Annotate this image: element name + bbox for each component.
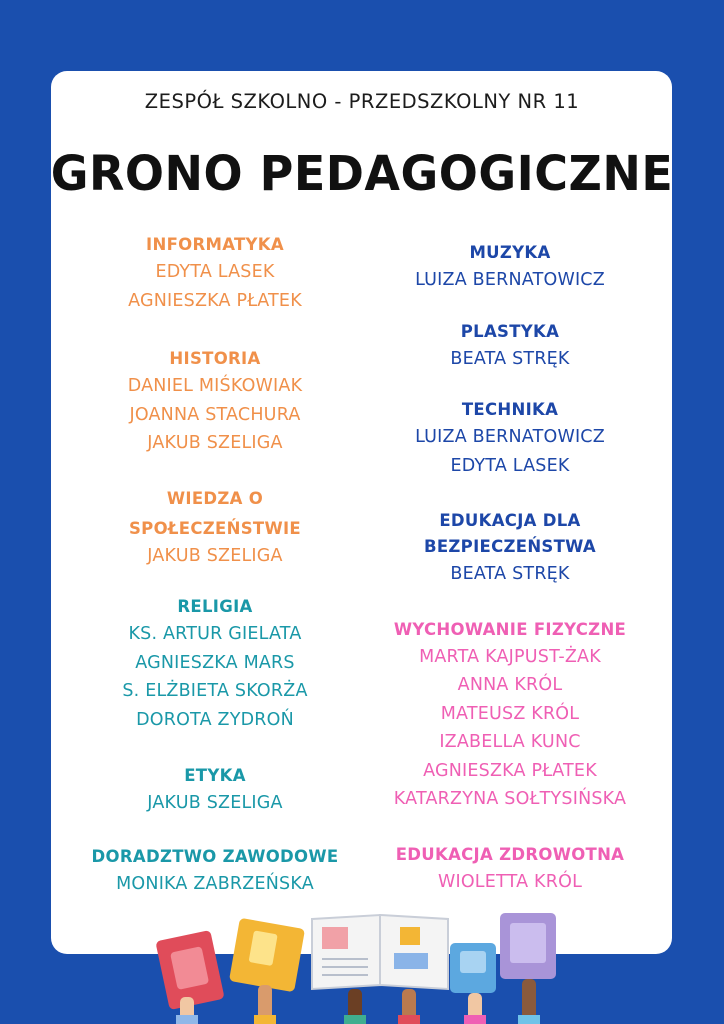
left-column: [70, 232, 360, 898]
subject-title: DORADZTWO ZAWODOWE: [91, 846, 339, 866]
subject-etyka: [70, 763, 360, 818]
subject-technika: [362, 397, 658, 480]
right-column: [362, 240, 658, 896]
subject-title: RELIGIA: [177, 597, 253, 616]
subject-title: HISTORIA: [169, 349, 261, 368]
teacher-name: MONIKA ZABRZEŃSKA: [116, 873, 314, 894]
teacher-name: EDYTA LASEK: [155, 262, 275, 282]
page-title: GRONO PEDAGOGICZNE: [50, 144, 674, 202]
teacher-name: AGNIESZKA PŁATEK: [128, 290, 302, 311]
subject-doradztwo: [40, 844, 390, 899]
subject-title: ETYKA: [184, 766, 246, 785]
teacher-name: AGNIESZKA MARS: [135, 652, 295, 673]
teacher-name: WIOLETTA KRÓL: [437, 871, 583, 892]
subject-title: TECHNIKA: [461, 400, 559, 419]
teacher-name: JAKUB SZELIGA: [147, 793, 283, 813]
teacher-name: KATARZYNA SOŁTYSIŃSKA: [393, 789, 627, 809]
subject-edb: [362, 508, 658, 589]
subject-wos: [70, 486, 360, 571]
teacher-name: S. ELŻBIETA SKORŻA: [122, 681, 308, 701]
subject-title-line2: SPOŁECZEŃSTWIE: [129, 518, 301, 538]
subject-title: MUZYKA: [469, 243, 551, 262]
subject-title: EDUKACJA ZDROWOTNA: [395, 844, 625, 864]
school-name: ZESPÓŁ SZKOLNO - PRZEDSZKOLNY NR 11: [144, 90, 580, 113]
yellow-book-icon: [229, 918, 305, 992]
teacher-name: AGNIESZKA PŁATEK: [423, 760, 597, 781]
open-book-icon: [312, 915, 448, 989]
teacher-name: JAKUB SZELIGA: [147, 545, 283, 566]
teacher-name: MARTA KAJPUST-ŻAK: [419, 646, 601, 667]
teacher-name: LUIZA BERNATOWICZ: [415, 427, 605, 447]
subject-title-line2: BEZPIECZEŃSTWA: [423, 537, 597, 556]
subject-title: PLASTYKA: [460, 321, 560, 341]
teacher-name: IZABELLA KUNC: [439, 732, 581, 752]
teacher-name: EDYTA LASEK: [450, 455, 570, 476]
teacher-name: KS. ARTUR GIELATA: [128, 624, 302, 644]
subject-informatyka: [70, 232, 360, 315]
subject-muzyka: [362, 240, 658, 295]
subject-religia: [70, 594, 360, 734]
subject-zdrowotna: [362, 842, 658, 897]
teacher-name: MATEUSZ KRÓL: [440, 703, 580, 724]
teacher-name: BEATA STRĘK: [450, 348, 570, 369]
subject-title: WYCHOWANIE FIZYCZNE: [393, 619, 627, 639]
teacher-name: JAKUB SZELIGA: [147, 433, 283, 453]
purple-book-icon: [500, 913, 556, 979]
subject-title-line1: EDUKACJA DLA: [439, 511, 581, 530]
teacher-name: LUIZA BERNATOWICZ: [415, 270, 605, 290]
teacher-name: ANNA KRÓL: [457, 675, 563, 695]
subject-title-line1: WIEDZA O: [166, 488, 264, 508]
teacher-name: DOROTA ZYDROŃ: [136, 709, 294, 730]
teacher-name: JOANNA STACHURA: [129, 404, 301, 425]
books-held-by-hands-illustration: [150, 905, 580, 1024]
subject-title: INFORMATYKA: [146, 235, 284, 254]
subject-historia: [70, 346, 360, 458]
subject-plastyka: [362, 319, 658, 374]
teacher-name: BEATA STRĘK: [450, 564, 570, 584]
teacher-name: DANIEL MIŚKOWIAK: [127, 376, 303, 396]
blue-book-icon: [450, 943, 496, 993]
subject-wf: [362, 617, 658, 814]
